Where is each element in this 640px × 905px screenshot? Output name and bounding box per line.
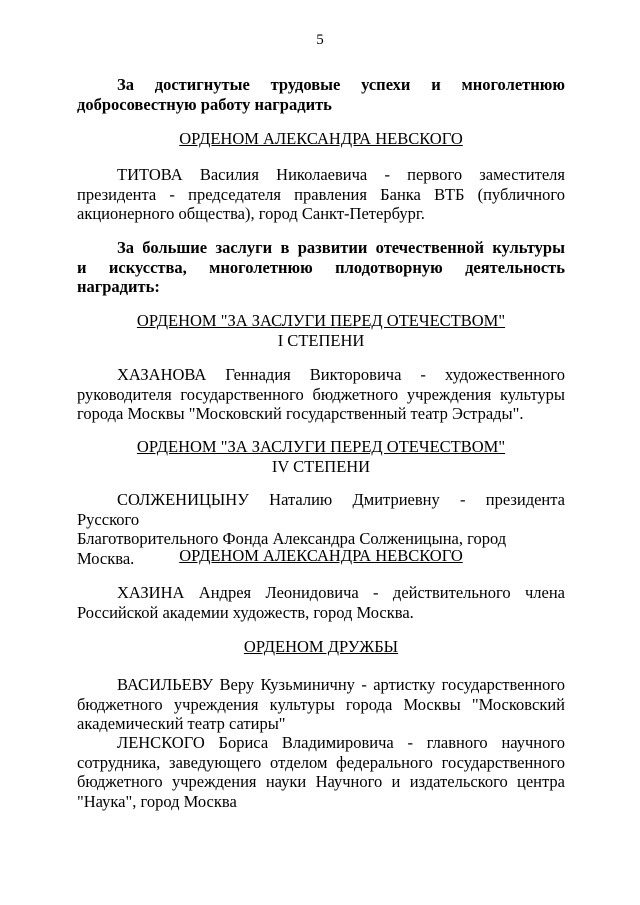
text-line: руководителя государственного бюджетного учреждения культуры: [77, 384, 565, 404]
text-line: СОЛЖЕНИЦЫНУ Наталию Дмитриевну - президента Русского: [77, 490, 565, 529]
intro-line: и искусства, многолетнюю плодотворную деятельность: [77, 257, 565, 277]
text-line: ЛЕНСКОГО Бориса Владимировича - главного научного: [117, 733, 565, 752]
intro-line: За достигнутые трудовые успехи и многолетнюю: [117, 75, 565, 94]
text-line: ХАЗИНА Андрея Леонидовича - действительного члена: [117, 583, 565, 602]
text-line: президента - председателя правления Банка ВТБ (публичного: [77, 184, 565, 204]
order-heading-friendship: ОРДЕНОМ ДРУЖБЫ: [243, 637, 399, 656]
awardee-paragraph: [77, 365, 565, 424]
order-heading-merit-4: [77, 437, 565, 477]
text-line: "Наука", город Москва: [77, 791, 237, 811]
order-heading-merit-1: [77, 311, 565, 351]
order-heading-line: ОРДЕНОМ "ЗА ЗАСЛУГИ ПЕРЕД ОТЕЧЕСТВОМ": [136, 311, 506, 330]
awardee-paragraph: [77, 583, 565, 622]
awardee-paragraph: [77, 675, 565, 734]
text-line: ТИТОВА Василия Николаевича - первого заместителя: [117, 165, 565, 184]
page-number: 5: [316, 32, 324, 48]
text-line: ВАСИЛЬЕВУ Веру Кузьминичну - артистку государственного: [117, 675, 565, 694]
award-intro-1: [77, 75, 565, 114]
intro-line: добросовестную работу наградить: [77, 94, 332, 114]
order-heading-line: ОРДЕНОМ "ЗА ЗАСЛУГИ ПЕРЕД ОТЕЧЕСТВОМ": [136, 437, 506, 456]
text-line: бюджетного учреждения культуры города Москвы "Московский: [77, 694, 565, 714]
text-line: академический театр сатиры": [77, 714, 286, 733]
text-line: сотрудника, заведующего отделом федерального государственного: [77, 752, 565, 772]
awardee-paragraph: [77, 733, 565, 811]
text-line: города Москвы "Московский государственный театр Эстрады".: [77, 404, 524, 423]
order-heading-alexander-nevsky: ОРДЕНОМ АЛЕКСАНДРА НЕВСКОГО: [179, 546, 463, 565]
text-line: акционерного общества), город Санкт-Петербург.: [77, 204, 425, 223]
awardee-paragraph: [77, 165, 565, 224]
order-heading-alexander-nevsky: ОРДЕНОМ АЛЕКСАНДРА НЕВСКОГО: [179, 129, 463, 148]
intro-line: наградить:: [77, 277, 160, 296]
award-intro-2: [77, 238, 565, 297]
text-line: Благотворительного Фонда Александра Солженицына, город Москва.: [77, 529, 507, 568]
text-line: ХАЗАНОВА Геннадия Викторовича - художественного: [117, 365, 565, 384]
intro-line: За большие заслуги в развитии отечественной культуры: [117, 238, 565, 257]
order-degree: I СТЕПЕНИ: [277, 331, 365, 350]
text-line: бюджетного учреждения науки Научного и издательского центра: [77, 772, 565, 791]
order-degree: IV СТЕПЕНИ: [271, 457, 371, 476]
text-line: Российской академии художеств, город Москва.: [77, 602, 414, 622]
